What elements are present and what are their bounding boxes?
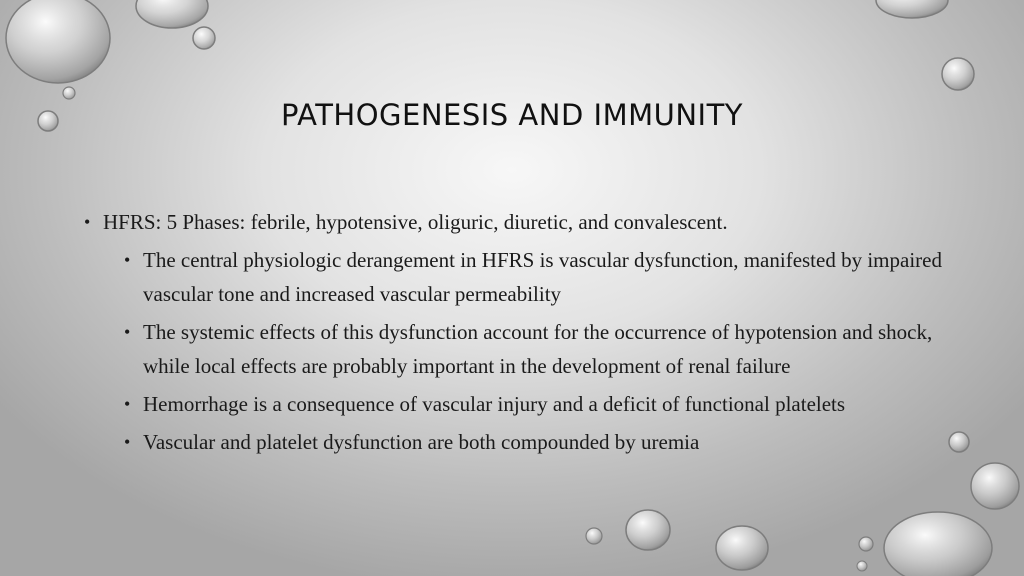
bullet-marker: • [124, 394, 131, 414]
bullet-text: The systemic effects of this dysfunction account for the occurrence of hypotension and shock, while local effects are probably important in the development of renal failure [143, 320, 933, 378]
bullet-text: Hemorrhage is a consequence of vascular injury and a deficit of functional platelets [143, 392, 846, 416]
droplet [716, 526, 768, 570]
droplet [884, 512, 992, 576]
droplet [859, 537, 873, 551]
droplet [136, 0, 208, 28]
bullet-text: HFRS: 5 Phases: febrile, hypotensive, oliguric, diuretic, and convalescent. [103, 210, 728, 234]
bullet-item [82, 205, 952, 239]
droplet [193, 27, 215, 49]
sub-bullet-item [122, 315, 952, 383]
bullet-marker: • [124, 250, 131, 270]
bullet-marker: • [84, 212, 91, 232]
droplet [586, 528, 602, 544]
sub-bullet-item [122, 243, 952, 311]
droplet [949, 432, 969, 452]
droplet [876, 0, 948, 18]
droplet [6, 0, 110, 83]
bullet-marker: • [124, 432, 131, 452]
droplet [857, 561, 867, 571]
bullet-text: Vascular and platelet dysfunction are both compounded by uremia [143, 430, 700, 454]
sub-bullet-item [122, 387, 952, 421]
droplet [942, 58, 974, 90]
droplet [626, 510, 670, 550]
bullet-marker: • [124, 322, 131, 342]
droplet [971, 463, 1019, 509]
bullet-text: The central physiologic derangement in HFRS is vascular dysfunction, manifested by impaired vascular tone and increased vascular permeability [143, 248, 942, 306]
slide-title: PATHOGENESIS AND IMMUNITY [280, 98, 744, 132]
sub-bullet-item [122, 425, 952, 459]
bullet-list [82, 205, 952, 463]
